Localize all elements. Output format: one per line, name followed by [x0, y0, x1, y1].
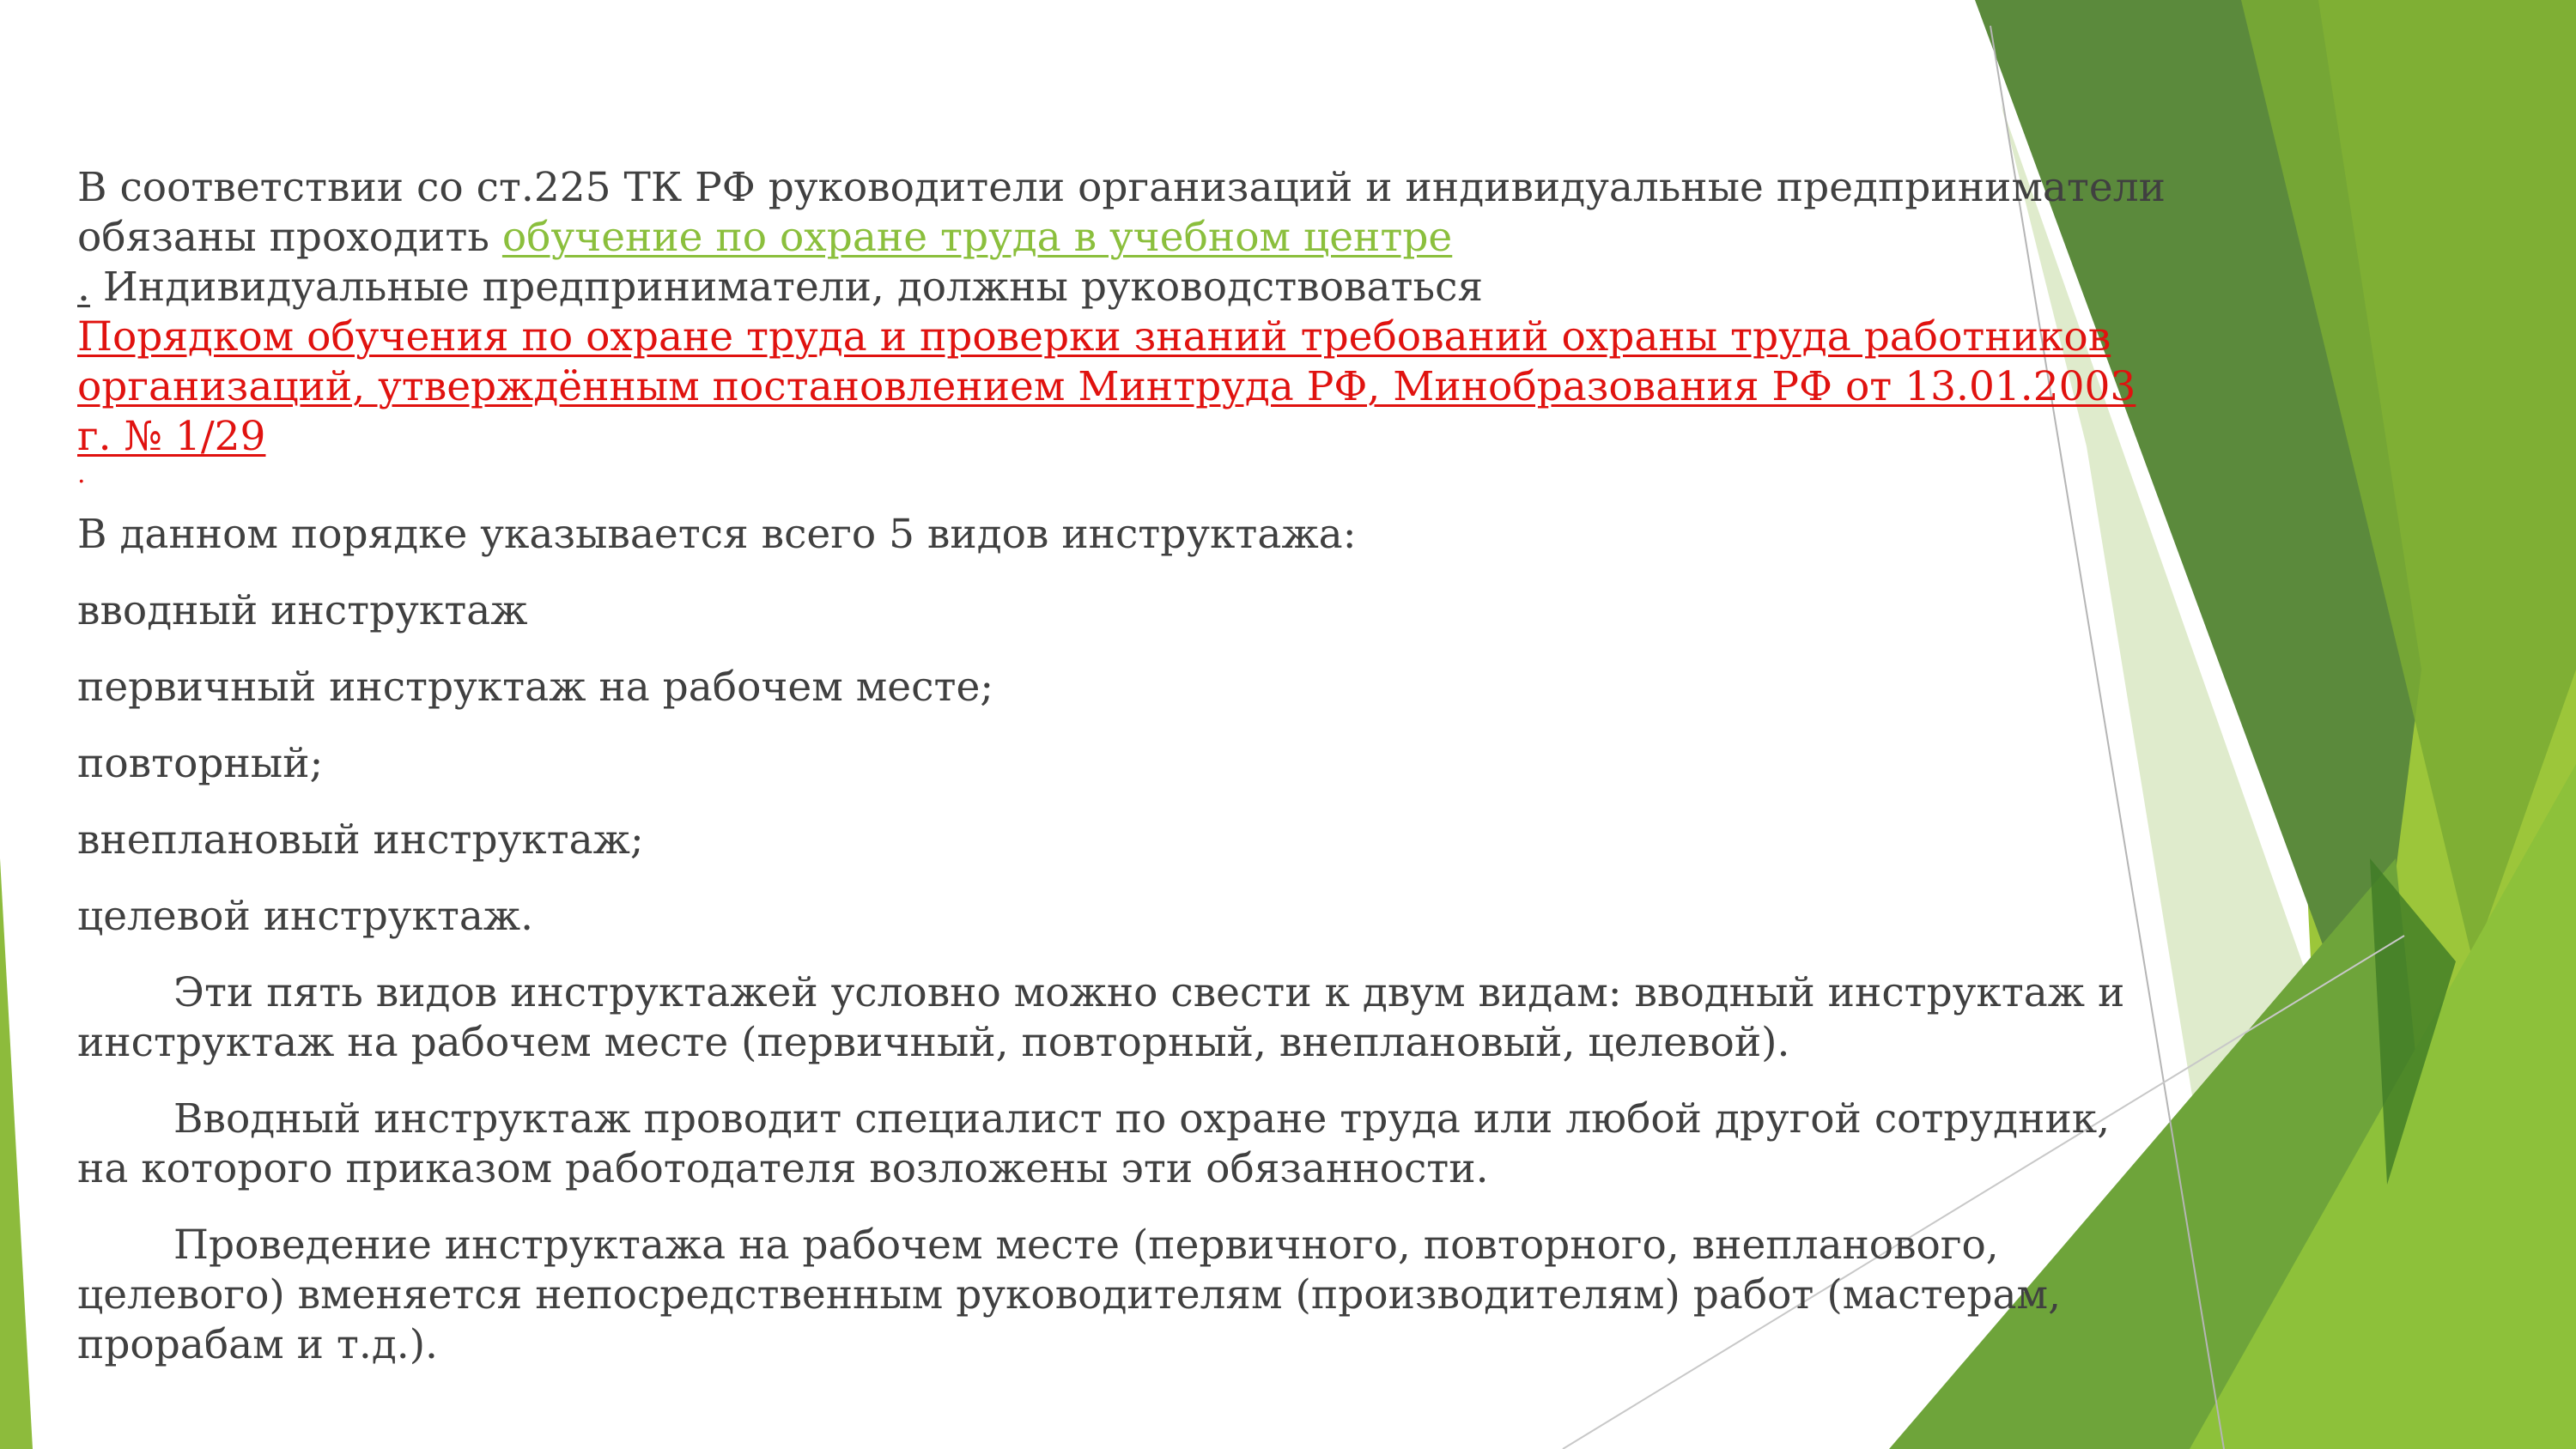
- left-green-sliver: [0, 858, 33, 1449]
- paragraph-introductory-conductor: Вводный инструктаж проводит специалист по охране труда или любой другой сотрудник, на которого приказом работодателя возложены эти обязанности.: [77, 1095, 2111, 1192]
- type-item-primary: первичный инструктаж на рабочем месте;: [77, 664, 994, 711]
- slide-text: [77, 163, 2172, 1397]
- period-link[interactable]: .: [77, 264, 90, 311]
- type-item-unscheduled: внеплановый инструктаж;: [77, 816, 644, 864]
- red-dot-marker: .: [77, 459, 86, 489]
- intro-text-1: В соответствии со ст.225 ТК РФ руководители организаций и индивидуальные предприниматели обязаны проходить: [77, 164, 2166, 261]
- paragraph-two-types: Эти пять видов инструктажей условно можно свести к двум видам: вводный инструктаж и инструктаж на рабочем месте (первичный, повторный, внеплановый, целевой).: [77, 969, 2125, 1066]
- intro-paragraph: [77, 163, 2172, 488]
- training-center-link[interactable]: обучение по охране труда в учебном центре: [501, 214, 1453, 261]
- intro-text-2: Индивидуальные предприниматели, должны руководствоваться: [89, 264, 1484, 311]
- paragraph-workplace-responsibility: Проведение инструктажа на рабочем месте (первичного, повторного, внепланового, целевого) вменяется непосредственным руководителям (производителям) работ (мастерам, прорабам и т.д.).: [77, 1222, 2062, 1368]
- type-item-introductory: вводный инструктаж: [77, 587, 528, 634]
- training-order-link[interactable]: Порядком обучения по охране труда и проверки знаний требований охраны труда работников организаций, утверждённым постановлением Минтруда РФ, Минобразования РФ от 13.01.2003 г. № 1/29: [77, 313, 2136, 460]
- type-item-targeted: целевой инструктаж.: [77, 893, 534, 940]
- types-heading: В данном порядке указывается всего 5 видов инструктажа:: [77, 511, 1357, 558]
- type-item-repeated: повторный;: [77, 740, 324, 787]
